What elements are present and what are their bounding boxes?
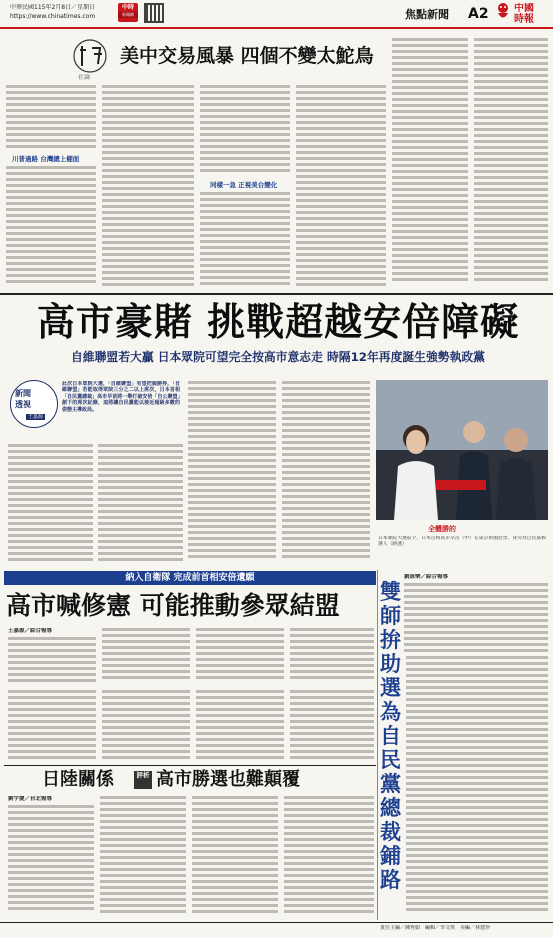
editorial-subhead-2: 同樣一急 正視美台變化 (210, 181, 278, 189)
photo-caption-bold: 全體勝的 (428, 525, 456, 533)
footer-credits: 責任主編／陳秀娟 編輯／李文琪 美編／林建珍 (380, 925, 491, 931)
article2-text-col4 (290, 628, 374, 687)
article2-text-col3 (196, 628, 284, 687)
article4-text-col (406, 656, 548, 914)
article2-text-lower-col4 (290, 690, 374, 762)
editorial-emblem (70, 38, 110, 74)
editorial-headline: 美中交易風暴 四個不變太鮀鳥 (120, 45, 374, 67)
main-text-col1 (8, 444, 93, 566)
editorial-text-col1a (6, 85, 96, 153)
editorial-label: 社論 (78, 74, 91, 81)
tag-line1: 新聞 (15, 389, 31, 398)
newspaper-logo: 中國時報 (514, 3, 534, 25)
main-headline: 高市豪賭 挑戰超越安倍障礙 (36, 300, 520, 344)
article2-text-lower-col2 (102, 690, 190, 762)
main-text-col3 (188, 381, 276, 566)
qr-code-icon (144, 3, 164, 23)
article4-text-top (404, 583, 548, 653)
article3-text-col2 (100, 796, 186, 917)
article2-text-lower-col3 (196, 690, 284, 762)
article3-text-col3 (192, 796, 278, 917)
editorial-text-col5 (392, 38, 468, 289)
article3-headline-prefix: 日陸關係 (42, 769, 114, 790)
tag-line2: 透視 (15, 400, 31, 409)
news-badge (118, 3, 138, 22)
article2-text-lower-col1 (8, 690, 96, 762)
editorial-subhead-1: 川普過路 台灣總上棚面 (12, 155, 80, 163)
page-number: A2 (468, 6, 489, 22)
analysis-stamp: 評析 (134, 771, 152, 789)
editorial-text-col3a (200, 85, 290, 179)
editorial-text-col4 (296, 85, 386, 289)
photo-caption: 日本眾院大選前夕，日本首相高市早苗（中）在東京街頭拉票，身旁為自民黨候選人（路透） (378, 536, 546, 547)
article2-headline: 高市喊修憲 可能推動參眾結盟 (6, 591, 340, 620)
section-title: 焦點新聞 (405, 8, 449, 21)
main-text-col2 (98, 444, 183, 566)
article2-text-col1 (8, 637, 96, 687)
article3-text-col4 (284, 796, 374, 917)
news-analysis-tag (10, 380, 58, 428)
tag-byline: 王嘉源 (28, 414, 44, 420)
masthead (0, 0, 553, 30)
editorial-text-col6 (474, 38, 548, 289)
article3-byline: 劉宇捷／台北報導 (8, 796, 53, 802)
banner-text: 納入自衛隊 完成前首相安倍遺願 (125, 573, 255, 583)
article3-text-col1 (8, 805, 94, 917)
article4-byline: 劉詠樂／綜合報導 (404, 574, 449, 580)
article3-headline: 高市勝選也難顛覆 (156, 769, 300, 790)
news-badge-bottom: 新聞網 (118, 12, 138, 18)
editorial-text-col3b (200, 192, 290, 289)
main-photo (376, 380, 548, 520)
main-text-col4 (282, 381, 370, 566)
main-lead: 此次日本眾院大選，「自維聯盟」有望把握勝券，「自維聯盟」若能取得眾院三分之二以上席次，日本首相「自民黨總裁」高市早苗將一舉打破安倍「自公聯盟」創下的席次紀錄，這將讓自民黨能以接近超級多數的姿態主導政局。 (62, 381, 180, 413)
news-badge-top: 中時 (121, 4, 134, 11)
article4-headline: 雙師拚助選 為自民黨總裁鋪路 (380, 580, 401, 892)
section-banner (4, 571, 376, 585)
main-subheadline: 自維聯盟若大贏 日本眾院可望完全按高市意志走 時隔12年再度誕生強勢執政黨 (71, 350, 485, 364)
editorial-text-col1b (6, 166, 96, 289)
article2-text-col2 (102, 628, 190, 687)
editorial-text-col2 (102, 85, 194, 289)
vertical-divider (377, 570, 378, 920)
article2-byline: 王嘉源／綜合報導 (8, 628, 53, 634)
masthead-url[interactable]: https://www.chinatimes.com (10, 13, 96, 20)
masthead-date: 中華民國115年2月8日／星期日 (10, 4, 96, 11)
mascot-icon (494, 2, 512, 22)
